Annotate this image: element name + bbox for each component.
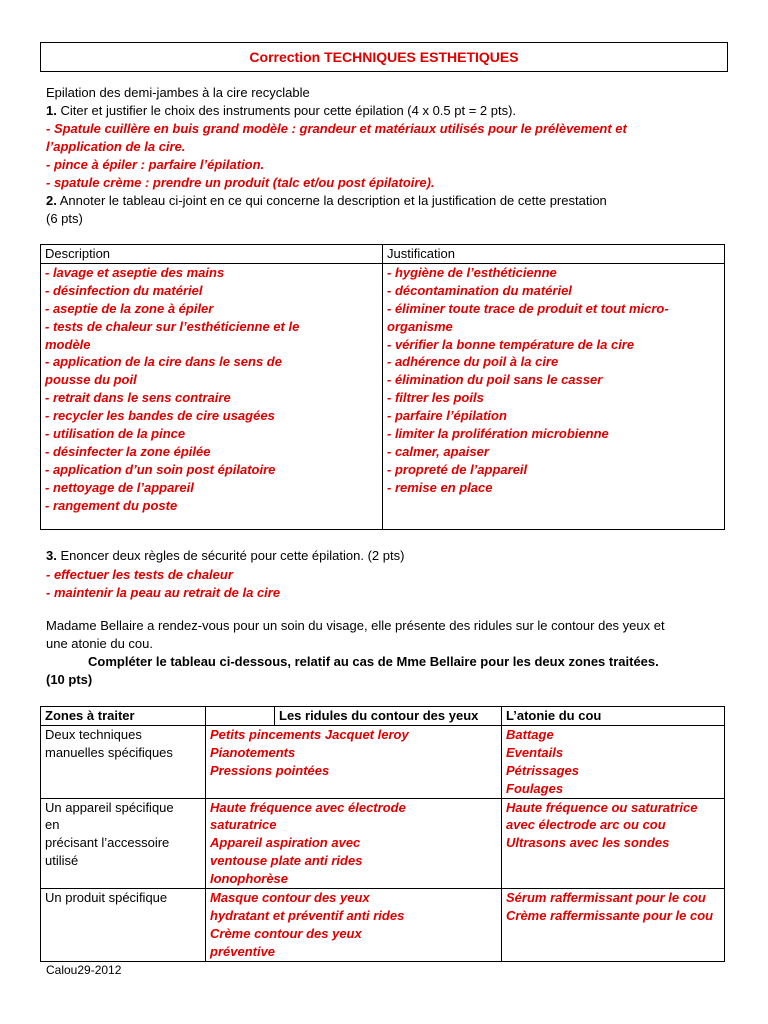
table-header: L’atonie du cou: [502, 707, 725, 726]
list-item: Ionophorèse: [210, 871, 289, 887]
q3-answer: - maintenir la peau au retrait de la cire: [46, 585, 281, 600]
table-header: Zones à traiter: [41, 707, 206, 726]
list-item: Pianotements: [210, 744, 296, 760]
list-item: organisme: [387, 318, 453, 334]
question-2-text: Annoter le tableau ci-joint en ce qui concerne la description et la justification de cette prestation: [56, 193, 607, 208]
case-text: une atonie du cou.: [46, 636, 153, 651]
row-label-line: manuelles spécifiques: [45, 744, 173, 760]
list-item: Petits pincements Jacquet leroy: [210, 726, 409, 742]
list-item: - parfaire l’épilation: [387, 408, 507, 424]
list-item: - décontamination du matériel: [387, 282, 572, 298]
row-label-line: Un produit spécifique: [45, 890, 168, 906]
list-item: Pétrissages: [506, 762, 579, 778]
list-item: - recycler les bandes de cire usagées: [45, 408, 275, 424]
list-item: Eventails: [506, 744, 564, 760]
question-2-points: (6 pts): [46, 211, 83, 226]
description-cell: [41, 263, 383, 529]
list-item: - utilisation de la pince: [45, 426, 186, 442]
row-label-line: Un appareil spécifique: [45, 799, 174, 815]
list-item: Haute fréquence avec électrode: [210, 799, 406, 815]
list-item: - application d’un soin post épilatoire: [45, 461, 276, 477]
row-label-line: précisant l’accessoire: [45, 835, 170, 851]
list-item: - désinfection du matériel: [45, 282, 203, 298]
q3-answer: - effectuer les tests de chaleur: [46, 567, 233, 582]
q1-answer: - Spatule cuillère en buis grand modèle : grandeur et matériaux utilisés pour le prélèvement et: [46, 121, 627, 136]
eyes-cell: [206, 798, 502, 889]
q1-answer: l’application de la cire.: [46, 139, 186, 154]
list-item: - hygiène de l’esthéticienne: [387, 264, 557, 280]
intro-text: Epilation des demi-jambes à la cire recyclable: [46, 85, 310, 100]
list-item: préventive: [210, 943, 276, 959]
case-text: Madame Bellaire a rendez-vous pour un soin du visage, elle présente des ridules sur le contour des yeux et: [46, 618, 665, 633]
justification-cell: [383, 263, 725, 529]
q1-answer: - pince à épiler : parfaire l’épilation.: [46, 157, 265, 172]
list-item: - vérifier la bonne température de la cire: [387, 336, 635, 352]
list-item: Pressions pointées: [210, 762, 330, 778]
neck-cell: [502, 725, 725, 798]
row-label-line: Deux techniques: [45, 726, 142, 742]
list-item: saturatrice: [210, 817, 277, 833]
list-item: - nettoyage de l’appareil: [45, 479, 194, 495]
eyes-cell: [206, 725, 502, 798]
list-item: - tests de chaleur sur l’esthéticienne et le: [45, 318, 300, 334]
list-item: Crème contour des yeux: [210, 925, 362, 941]
list-item: - application de la cire dans le sens de: [45, 354, 282, 370]
q1-answer: - spatule crème : prendre un produit (talc et/ou post épilatoire).: [46, 175, 435, 190]
row-label-line: utilisé: [45, 853, 79, 869]
question-3: [46, 547, 404, 565]
question-1: [46, 102, 516, 120]
list-item: - filtrer les poils: [387, 390, 484, 406]
list-item: Sérum raffermissant pour le cou: [506, 890, 706, 906]
row-label: [41, 725, 206, 798]
list-item: - retrait dans le sens contraire: [45, 390, 231, 406]
list-item: - désinfecter la zone épilée: [45, 443, 211, 459]
list-item: Foulages: [506, 780, 564, 796]
list-item: - lavage et aseptie des mains: [45, 264, 225, 280]
list-item: Masque contour des yeux: [210, 890, 370, 906]
footer-text: Calou29-2012: [46, 963, 122, 977]
question-2-number: 2.: [46, 193, 57, 208]
list-item: avec électrode arc ou cou: [506, 817, 666, 833]
row-label: [41, 889, 206, 962]
list-item: Haute fréquence ou saturatrice: [506, 799, 698, 815]
treatment-table: [40, 706, 725, 962]
table-header-spacer: [206, 707, 275, 726]
question-3-text: Enoncer deux règles de sécurité pour cette épilation. (2 pts): [56, 548, 405, 563]
list-item: - limiter la prolifération microbienne: [387, 426, 609, 442]
neck-cell: [502, 889, 725, 962]
list-item: pousse du poil: [45, 372, 137, 388]
neck-cell: [502, 798, 725, 889]
eyes-cell: [206, 889, 502, 962]
list-item: - adhérence du poil à la cire: [387, 354, 559, 370]
list-item: - rangement du poste: [45, 497, 178, 513]
table-header: Justification: [383, 245, 725, 264]
question-2: [46, 192, 607, 210]
list-item: - propreté de l’appareil: [387, 461, 528, 477]
table-header: Les ridules du contour des yeux: [275, 707, 502, 726]
list-item: Appareil aspiration avec: [210, 835, 361, 851]
case-instruction: Compléter le tableau ci-dessous, relatif au cas de Mme Bellaire pour les deux zones traitées.: [88, 654, 659, 669]
list-item: - remise en place: [387, 479, 493, 495]
row-label-line: en: [45, 817, 60, 833]
list-item: modèle: [45, 336, 91, 352]
list-item: Ultrasons avec les sondes: [506, 835, 670, 851]
list-item: Battage: [506, 726, 554, 742]
list-item: - aseptie de la zone à épiler: [45, 300, 214, 316]
list-item: - éliminer toute trace de produit et tout micro-: [387, 300, 669, 316]
list-item: ventouse plate anti rides: [210, 853, 363, 869]
list-item: - élimination du poil sans le casser: [387, 372, 603, 388]
question-3-number: 3.: [46, 548, 57, 563]
question-1-number: 1.: [46, 103, 57, 118]
row-label: [41, 798, 206, 889]
description-justification-table: [40, 244, 725, 530]
list-item: hydratant et préventif anti rides: [210, 907, 405, 923]
page-title: Correction TECHNIQUES ESTHETIQUES: [40, 42, 728, 72]
case-points: (10 pts): [46, 672, 93, 687]
list-item: - calmer, apaiser: [387, 443, 489, 459]
list-item: Crème raffermissante pour le cou: [506, 907, 714, 923]
table-header: Description: [41, 245, 383, 264]
question-1-text: Citer et justifier le choix des instruments pour cette épilation (4 x 0.5 pt = 2 pts).: [56, 103, 517, 118]
